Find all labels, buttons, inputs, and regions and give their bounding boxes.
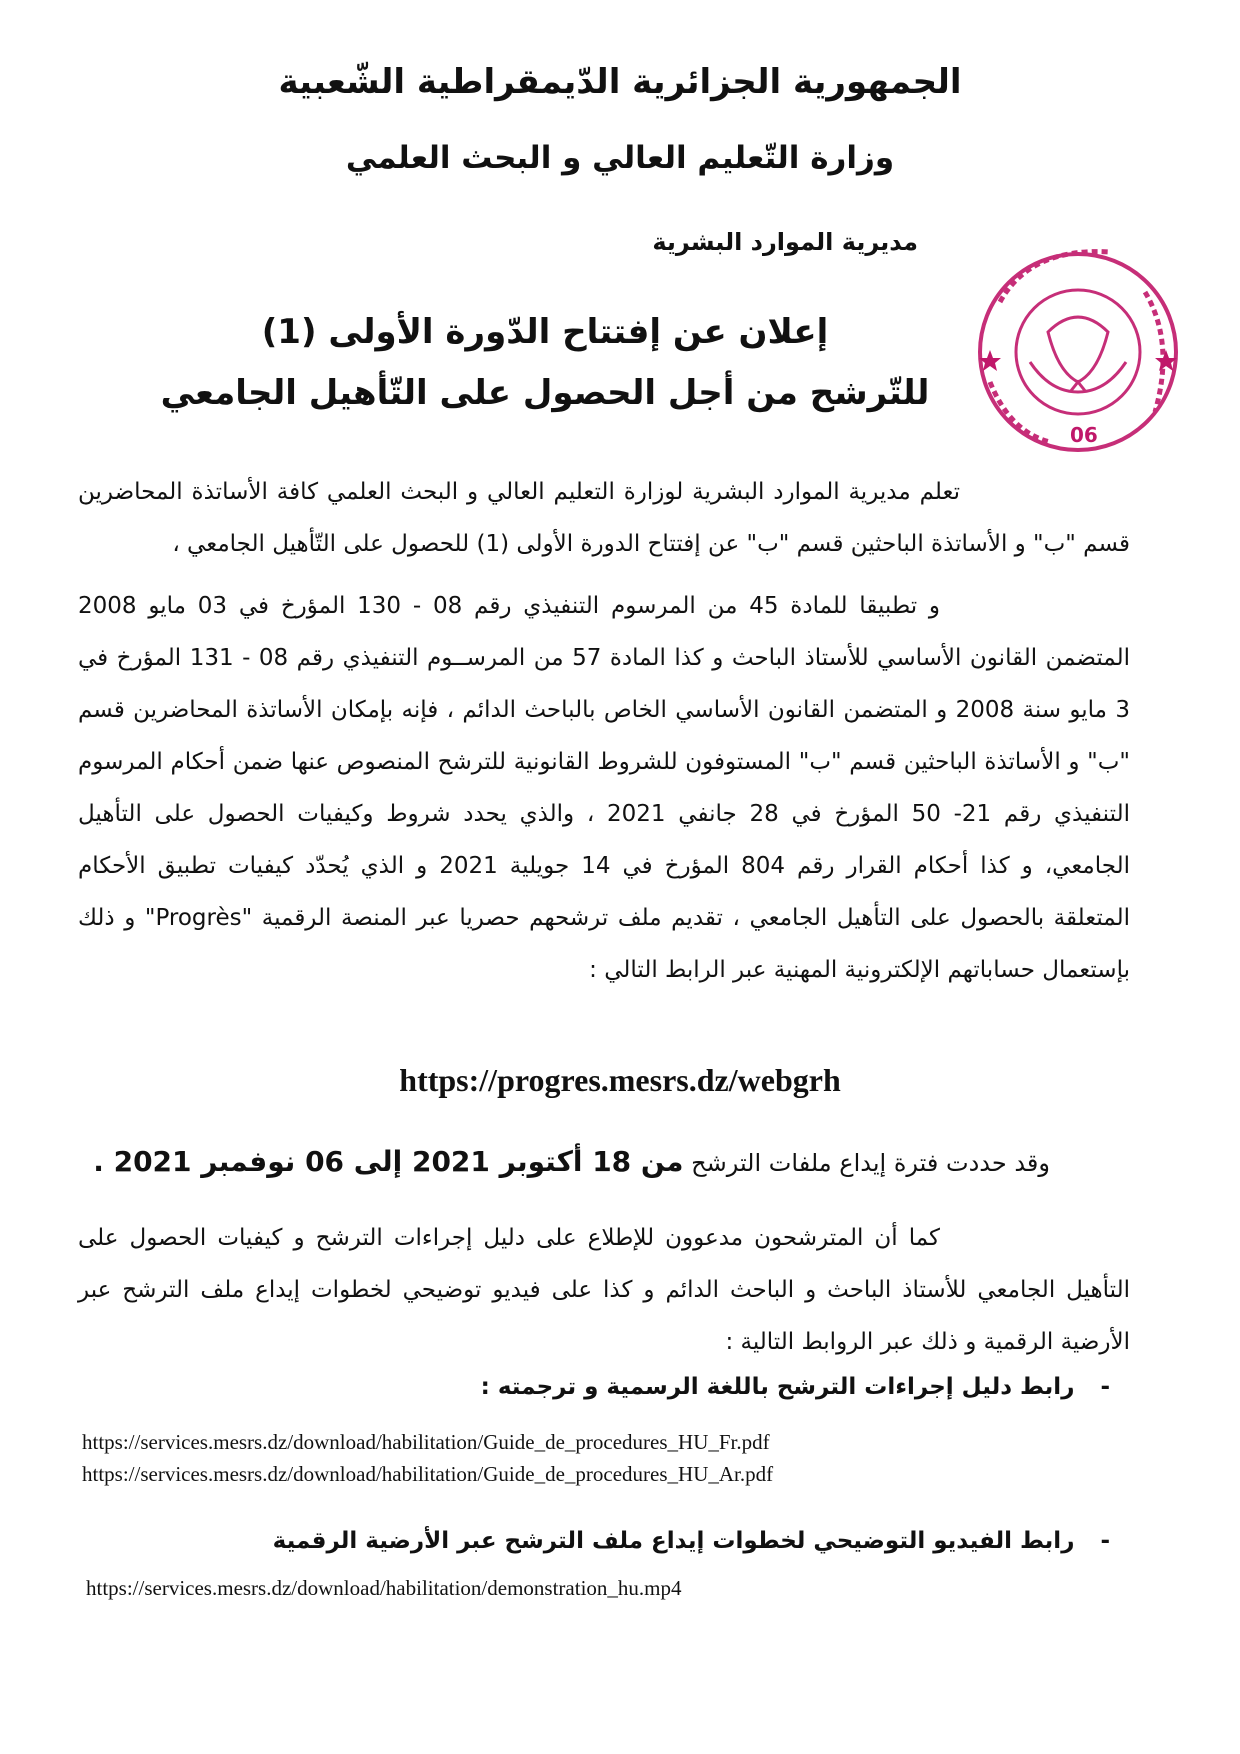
guide-link-fr[interactable]: https://services.mesrs.dz/download/habilitation/Guide_de_procedures_HU_Fr.pdf bbox=[82, 1430, 770, 1454]
guide-invitation-paragraph: كما أن المترشحون مدعوون للإطلاع على دليل إجراءات الترشح و كيفيات الحصول على التأهيل الجامعي للأستاذ الباحث و الباحث الدائم و كذا على فيديو توضيحي لخطوات إيداع ملف الترشح عبر الأرضية الرقمية و ذلك عبر الروابط التالية : bbox=[78, 1225, 1130, 1355]
bullet-label: رابط الفيديو التوضيحي لخطوات إيداع ملف الترشح عبر الأرضية الرقمية bbox=[272, 1528, 1075, 1554]
bullet-dash: - bbox=[1100, 1528, 1110, 1554]
deadline-dates: من 18 أكتوبر 2021 إلى 06 نوفمبر 2021 . bbox=[93, 1145, 684, 1178]
bullet-procedure-guide bbox=[481, 1374, 1110, 1400]
progres-platform-link[interactable]: https://progres.mesrs.dz/webgrh bbox=[399, 1062, 841, 1098]
demo-video-link[interactable]: https://services.mesrs.dz/download/habilitation/demonstration_hu.mp4 bbox=[86, 1576, 682, 1600]
directorate-label: مديرية الموارد البشرية bbox=[652, 228, 918, 256]
legal-basis-paragraph: و تطبيقا للمادة 45 من المرسوم التنفيذي رقم 08 - 130 المؤرخ في 03 مايو 2008 المتضمن القانون الأساسي للأستاذ الباحث و كذا المادة 57 من المرســوم التنفيذي رقم 08 - 131 المؤرخ في 3 مايو سنة 2008 و المتضمن القانون الأساسي الخاص بالباحث الدائم ، فإنه بإمكان الأساتذة المحاضرين قسم "ب" و الأساتذة الباحثين قسم "ب" المستوفون للشروط القانونية للترشح المنصوص عنها ضمن أحكام المرسوم التنفيذي رقم 21- 50 المؤرخ في 28 جانفي 2021 ، والذي يحدد شروط وكيفيات الحصول على التأهيل الجامعي، و كذا أحكام القرار رقم 804 المؤرخ في 14 جويلية 2021 و الذي يُحدّد كيفيات تطبيق الأحكام المتعلقة بالحصول على التأهيل الجامعي ، تقديم ملف ترشحهم حصريا عبر المنصة الرقمية "Progrès" و ذلك بإستعمال حساباتهم الإلكترونية المهنية عبر الرابط التالي : bbox=[78, 593, 1130, 983]
stamp-number: 06 bbox=[1070, 423, 1098, 447]
deadline-statement bbox=[93, 1145, 1050, 1178]
bullet-label: رابط دليل إجراءات الترشح باللغة الرسمية و ترجمته : bbox=[480, 1374, 1075, 1400]
announcement-title-line2: للتّرشح من أجل الحصول على التّأهيل الجامعي bbox=[160, 373, 930, 413]
intro-paragraph: تعلم مديرية الموارد البشرية لوزارة التعليم العالي و البحث العلمي كافة الأساتذة المحاضرين قسم "ب" و الأساتذة الباحثين قسم "ب" عن إفتتاح الدورة الأولى (1) للحصول على التّأهيل الجامعي ، bbox=[78, 479, 1130, 557]
ministry-heading: وزارة التّعليم العالي و البحث العلمي bbox=[345, 140, 895, 176]
official-stamp bbox=[960, 232, 1210, 462]
announcement-title-line1: إعلان عن إفتتاح الدّورة الأولى (1) bbox=[261, 312, 829, 352]
deadline-prefix: وقد حددت فترة إيداع ملفات الترشح bbox=[691, 1149, 1050, 1177]
bullet-dash: - bbox=[1100, 1374, 1110, 1400]
guide-link-ar[interactable]: https://services.mesrs.dz/download/habilitation/Guide_de_procedures_HU_Ar.pdf bbox=[82, 1462, 774, 1486]
republic-heading: الجمهورية الجزائرية الدّيمقراطية الشّعبية bbox=[278, 62, 962, 102]
bullet-demo-video bbox=[273, 1528, 1110, 1554]
